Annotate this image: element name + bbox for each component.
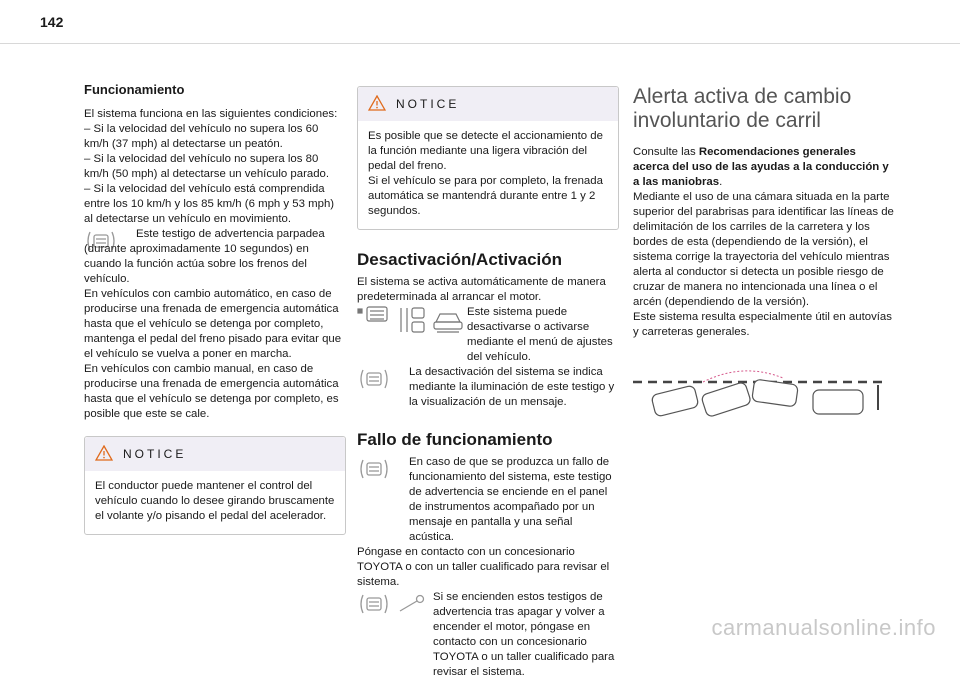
automatic-gearbox-text: En vehículos con cambio automático, en caso de producirse una frenada de emergencia automática hasta que el vehículo se detenga por completo, mantenga el pedal del freno pisado para evitar que el vehículo se vuelva a poner en marcha.	[84, 288, 342, 360]
condition-item: – Si la velocidad del vehículo no supera los 80 km/h (50 mph) al detectarse un vehículo parado.	[84, 153, 330, 180]
fault-row	[357, 455, 619, 545]
deactivation-intro: El sistema se activa automáticamente de manera predeterminada al arrancar el motor.	[357, 276, 606, 303]
settings-icons-row	[357, 305, 619, 365]
condition-item: – Si la velocidad del vehículo está comprendida entre los 10 km/h y los 85 km/h (6 mph y 53 mph) al detectarse un vehículo en movimiento.	[84, 183, 335, 225]
menu-icon	[357, 306, 393, 336]
warning-text: Este testigo de advertencia parpadea (durante aproximadamente 10 segundos) en cuando la función actúa sobre los frenos del vehículo.	[84, 228, 325, 285]
fault-both-row	[357, 590, 619, 680]
notice-text: Es posible que se detecte el accionamiento de la función mediante una ligera vibración del pedal del freno.	[368, 130, 603, 172]
fault-contact-text: Póngase en contacto con un concesionario TOYOTA o con un taller cualificado para revisar el sistema.	[357, 546, 610, 588]
driving-settings-icon	[397, 306, 427, 336]
collision-warning-icon	[357, 365, 409, 410]
consult-suffix: .	[719, 176, 723, 188]
settings-icons	[357, 305, 467, 365]
car-icon	[431, 306, 465, 336]
column-right	[633, 82, 895, 435]
collision-warning-icon	[357, 455, 409, 545]
fault-icons	[357, 590, 433, 680]
notice-header	[358, 87, 618, 121]
page-number: 142	[40, 14, 64, 30]
notice-title: NOTICE	[123, 446, 187, 461]
wrench-icon	[397, 591, 427, 617]
condition-item: – Si la velocidad del vehículo no supera los 60 km/h (37 mph) al detectarse un peatón.	[84, 123, 319, 150]
notice-text: El conductor puede mantener el control del vehículo cuando lo desee girando bruscamente el volante y/o pisando el pedal del acelerador.	[95, 480, 335, 522]
collision-warning-icon	[357, 591, 391, 617]
fault-both-text: Si se encienden estos testigos de advertencia tras apagar y volver a encender el motor, póngase en contacto con un concesionario TOYOTA o un taller cualificado para revisar el sistema.	[433, 591, 615, 678]
warning-row	[84, 227, 346, 287]
header-divider	[0, 43, 960, 44]
column-left	[84, 82, 346, 535]
lane-departure-illustration	[633, 360, 895, 435]
conditions-intro: El sistema funciona en las siguientes condiciones:	[84, 108, 338, 120]
fault-text: En caso de que se produzca un fallo de funcionamiento del sistema, este testigo de advertencia se enciende en el panel de instrumentos acompañado por un mensaje en pantalla y una señal acústica.	[409, 456, 612, 543]
settings-menu-text: Este sistema puede desactivarse o activarse mediante el menú de ajustes del vehículo.	[467, 306, 613, 363]
watermark: carmanualsonline.info	[711, 615, 936, 640]
consult-text	[633, 145, 895, 190]
lane-body-text: Mediante el uso de una cámara situada en la parte superior del parabrisas para identificar las líneas de delimitación de los carriles de la carretera y los bordes de esta (dependiendo de la versión), el sistema corrige la trayectoria del vehículo mientras alerta al conductor si detecta un posible riesgo de cruzar de manera no intencionada una línea o el arcén (dependiendo de la versión).	[633, 191, 894, 308]
section-heading-funcionamiento: Funcionamiento	[84, 82, 185, 97]
warning-triangle-icon	[358, 95, 396, 113]
section-heading-lane-departure: Alerta activa de cambio involuntario de carril	[633, 85, 852, 132]
notice-text: Si el vehículo se para por completo, la frenada automática se mantendrá durante entre 1 y 2 segundos.	[368, 175, 603, 217]
notice-title: NOTICE	[396, 96, 460, 111]
column-middle	[357, 86, 619, 680]
notice-box-left	[84, 436, 346, 535]
section-heading-fallo: Fallo de funcionamiento	[357, 430, 553, 449]
manual-gearbox-text: En vehículos con cambio manual, en caso de producirse una frenada de emergencia automática hasta que el vehículo se detenga por completo, es posible que este se cale.	[84, 363, 339, 420]
notice-box-middle	[357, 86, 619, 230]
section-heading-desactivacion: Desactivación/Activación	[357, 250, 563, 269]
warning-triangle-icon	[85, 445, 123, 463]
notice-header	[85, 437, 345, 471]
consult-bold: Recomendaciones generales acerca del uso de las ayudas a la conducción y a las maniobras	[633, 146, 889, 188]
deactivation-light-row	[357, 365, 619, 410]
deactivation-light-text: La desactivación del sistema se indica mediante la iluminación de este testigo y la visualización de un mensaje.	[409, 366, 615, 408]
consult-prefix: Consulte las	[633, 146, 699, 158]
lane-usage-text: Este sistema resulta especialmente útil en autovías y carreteras generales.	[633, 311, 892, 338]
